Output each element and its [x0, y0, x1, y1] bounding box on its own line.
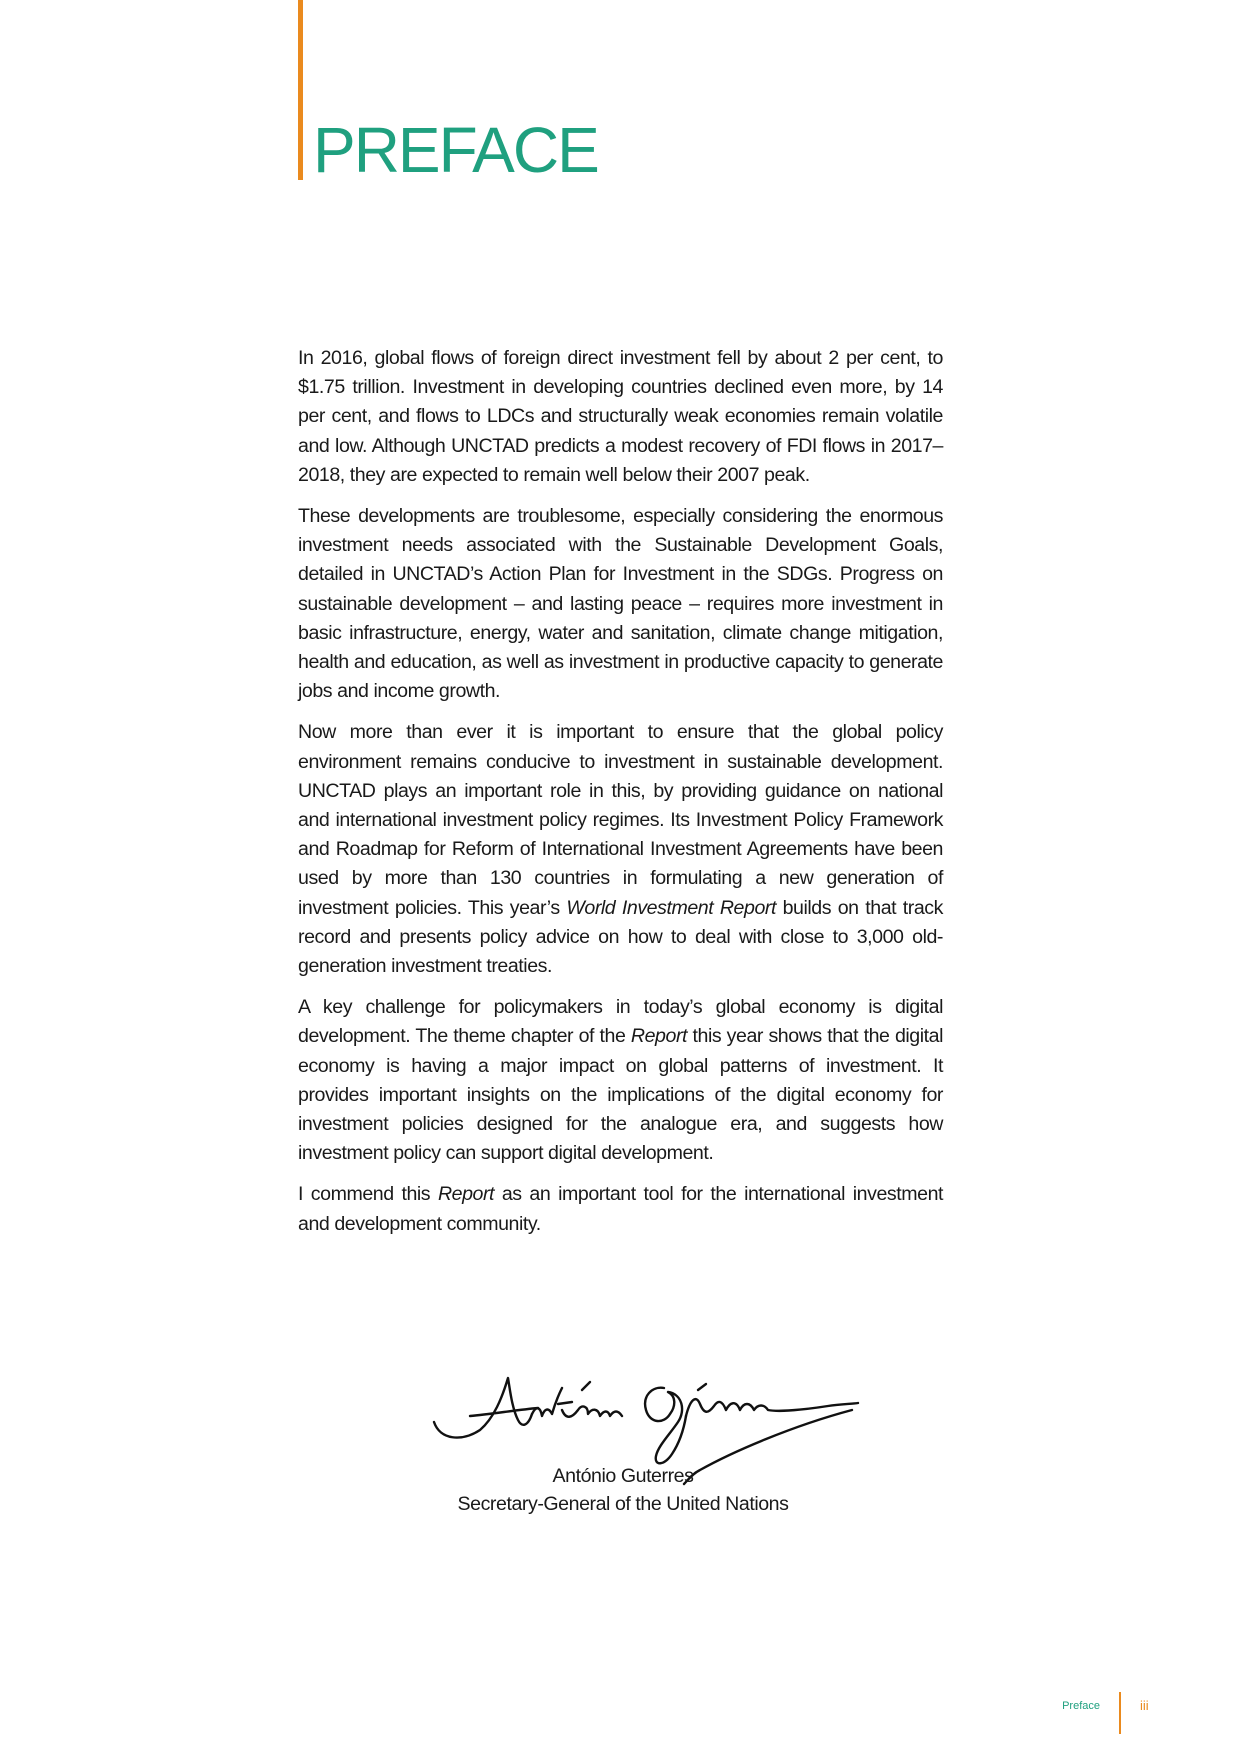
paragraph-5-italic: Report	[437, 1183, 495, 1206]
title-accent-bar	[298, 0, 303, 180]
paragraph-4-part-1: A key challenge for policymakers in today’s global economy is digital development. The theme chapter of the	[298, 996, 943, 1048]
signatory-name: António Guterres	[552, 1465, 694, 1487]
paragraph-5-part-2: as an important tool for the international investment and development community.	[298, 1183, 944, 1235]
paragraph-5	[298, 1180, 943, 1238]
preface-body	[298, 344, 943, 1251]
paragraph-4-part-2: this year shows that the digital economy is having a major impact on global patterns of investment. It provides important insights on the implications of the digital economy for investment policies designed for the analogue era, and suggests how investment policy can support digital development.	[298, 1025, 943, 1165]
paragraph-3-part-2: builds on that track record and presents policy advice on how to deal with close to 3,000 old-generation investment treaties.	[298, 896, 943, 978]
paragraph-4-italic: Report	[630, 1025, 688, 1048]
paragraph-3-italic: World Investment Report	[566, 896, 776, 919]
paragraph-3-part-1: Now more than ever it is important to ensure that the global policy environment remains conducive to investment in sustainable development. UNCTAD plays an important role in this, by providing guidance on national and international investment policy regimes. Its Investment Policy Framework and Roadmap for Reform of International Investment Agreements have been used by more than 130 countries in formulating a new generation of investment policies. This year’s	[298, 721, 943, 919]
paragraph-1: In 2016, global flows of foreign direct investment fell by about 2 per cent, to $1.75 trillion. Investment in developing countries declined even more, by 14 per cent, and flows to LDCs and structurally weak economies remain volatile and low. Although UNCTAD predicts a modest recovery of FDI flows in 2017–2018, they are expected to remain well below their 2007 peak.	[298, 347, 943, 486]
footer-section-label: Preface	[1062, 1700, 1100, 1712]
paragraph-3	[298, 718, 943, 981]
page-number: iii	[1140, 1698, 1149, 1713]
paragraph-5-part-1: I commend this	[298, 1183, 438, 1206]
paragraph-4	[298, 993, 943, 1168]
paragraph-2: These developments are troublesome, especially considering the enormous investment needs associated with the Sustainable Development Goals, detailed in UNCTAD’s Action Plan for Investment in the SDGs. Progress on sustainable development – and lasting peace – requires more investment in basic infrastructure, energy, water and sanitation, climate change mitigation, health and education, as well as investment in productive capacity to generate jobs and income growth.	[298, 505, 943, 703]
signatory-title: Secretary-General of the United Nations	[457, 1493, 789, 1515]
page-title: PREFACE	[313, 114, 598, 186]
footer-divider	[1119, 1692, 1121, 1734]
